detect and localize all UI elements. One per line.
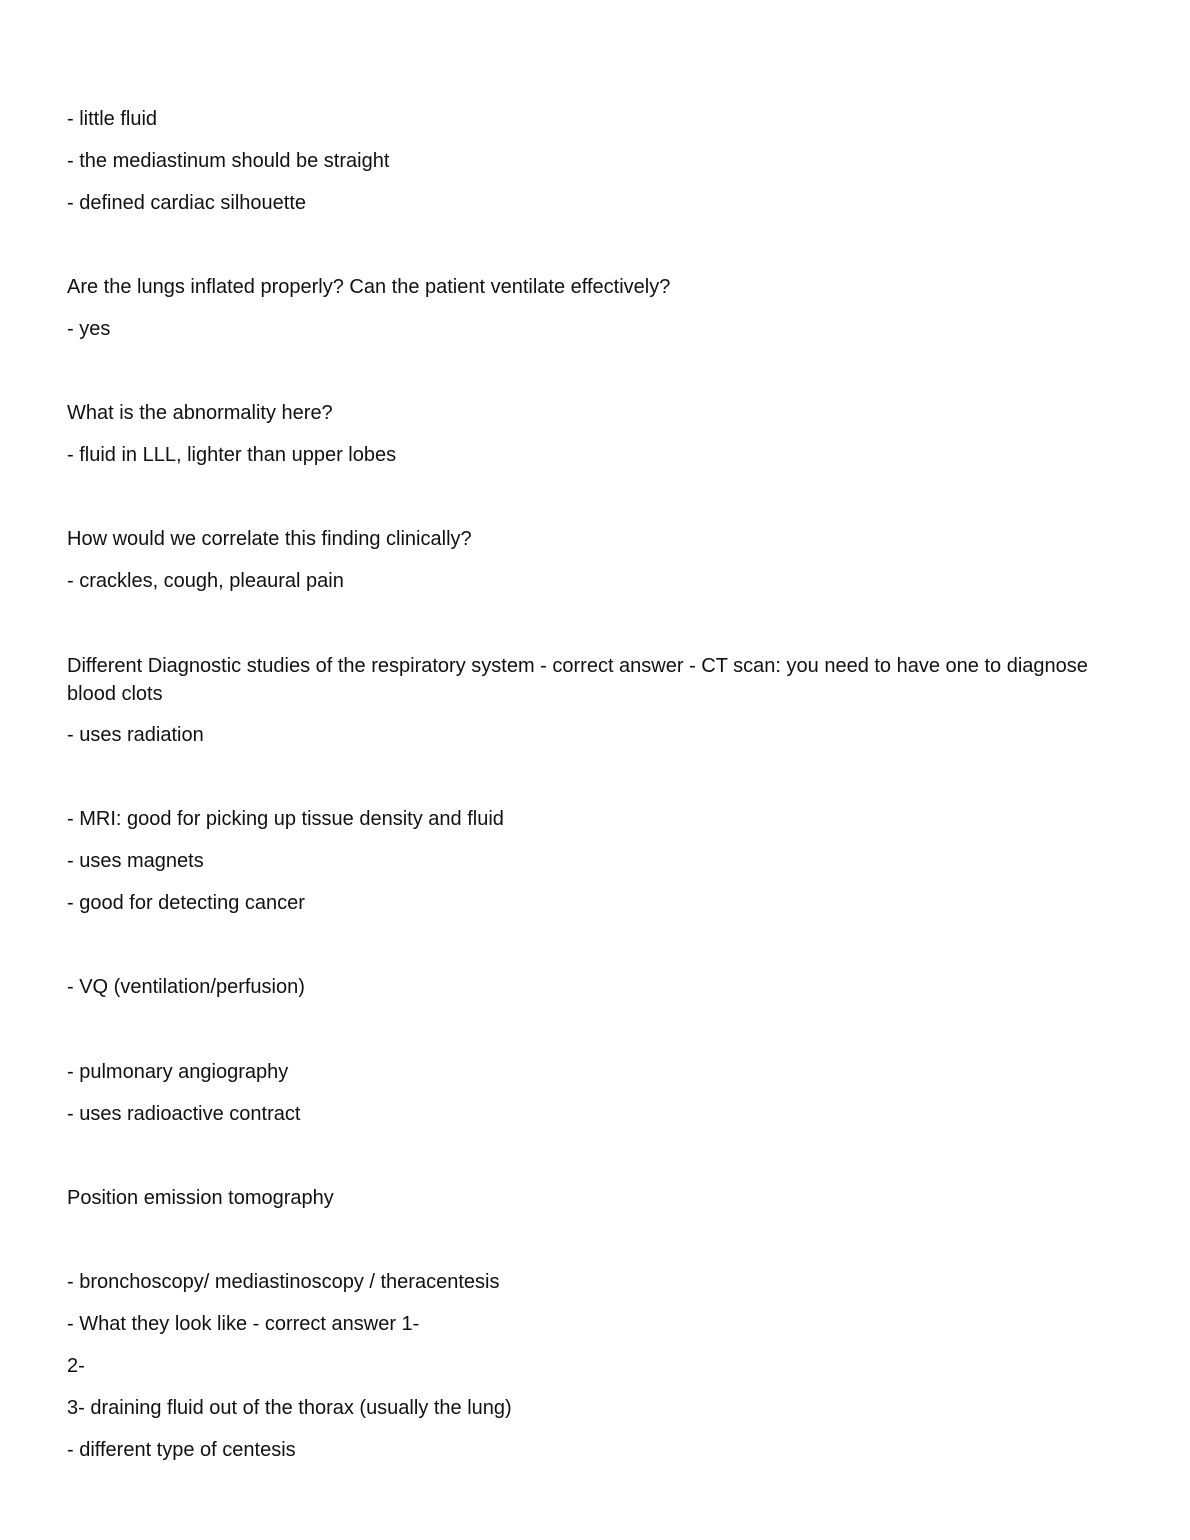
question-line: - What they look like - correct answer 1- xyxy=(67,1313,420,1335)
text-line: - good for detecting cancer xyxy=(67,892,305,914)
text-line: - MRI: good for picking up tissue density and fluid xyxy=(67,808,504,830)
question-line: Are the lungs inflated properly? Can the patient ventilate effectively? xyxy=(67,276,671,298)
text-line: 3- draining fluid out of the thorax (usually the lung) xyxy=(67,1397,512,1419)
answer-line: - fluid in LLL, lighter than upper lobes xyxy=(67,444,397,466)
question-line: Different Diagnostic studies of the respiratory system - correct answer - CT scan: you need to have one to diagnose blood clots xyxy=(67,655,1088,705)
text-line: - uses radiation xyxy=(67,724,204,746)
question-line: What is the abnormality here? xyxy=(67,402,333,424)
text-line: - defined cardiac silhouette xyxy=(67,192,307,214)
text-line: - uses magnets xyxy=(67,850,204,872)
text-line: - different type of centesis xyxy=(67,1439,296,1461)
answer-line: - yes xyxy=(67,318,111,340)
text-line: - the mediastinum should be straight xyxy=(67,150,390,172)
text-line: - VQ (ventilation/perfusion) xyxy=(67,976,305,998)
text-line: - uses radioactive contract xyxy=(67,1103,301,1125)
question-line: How would we correlate this finding clinically? xyxy=(67,528,472,550)
text-line: - pulmonary angiography xyxy=(67,1061,289,1083)
text-line: 2- xyxy=(67,1355,85,1377)
text-line: Position emission tomography xyxy=(67,1187,334,1209)
answer-line: - crackles, cough, pleaural pain xyxy=(67,570,344,592)
text-line: - little fluid xyxy=(67,108,158,130)
text-line: - bronchoscopy/ mediastinoscopy / theracentesis xyxy=(67,1271,500,1293)
